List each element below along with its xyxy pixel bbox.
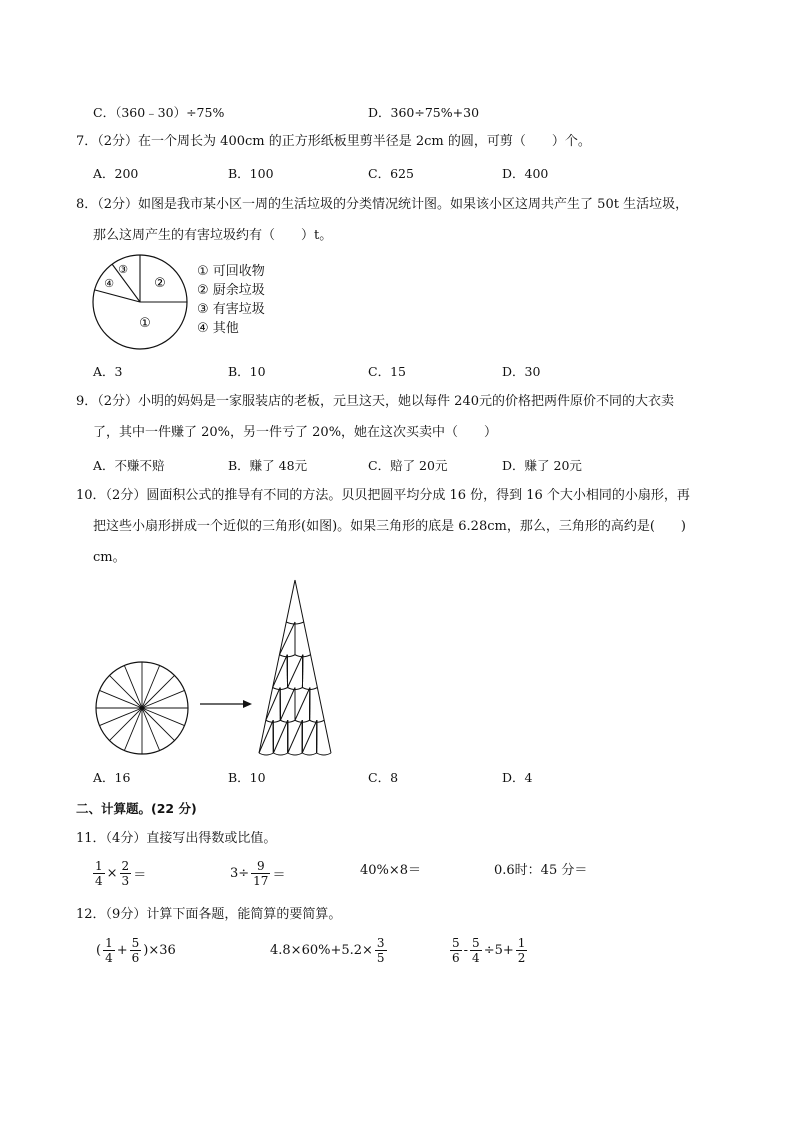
q9-option-a: A．不赚不赔 [93,458,165,473]
q10-text-line2: 把这些小扇形拼成一个近似的三角形(如图)。如果三角形的底是 6.28cm，那么，三角形的高约是( ) [93,519,686,534]
fraction: $\frac{3}{5}$ [376,936,385,965]
q11-expression-3: 40%×8＝ [360,863,422,878]
q10-text-line3: cm。 [93,550,126,565]
q11-expression-2: 3÷ $\frac{9}{17}$ ＝ [230,859,286,888]
fraction: $\frac{9}{17}$ [253,859,269,888]
q11-text: 11．（4分）直接写出得数或比值。 [76,831,277,846]
fraction: $\frac{1}{4}$ [105,936,113,965]
sector-line [295,688,310,721]
fraction: $\frac{2}{3}$ [121,859,130,888]
sector-line [266,688,280,721]
sector-line [279,622,295,655]
fraction: $\frac{1}{2}$ [517,936,526,965]
sector-line [288,655,303,688]
triangle-right-edge [295,580,331,753]
triangle-sector-lines [259,580,331,755]
sector-arc [317,753,331,755]
q9-text-line2: 了，其中一件赚了 20%，另一件亏了 20%，她在这次买卖中（ ） [93,425,498,440]
q8-option-b: B．10 [228,364,266,379]
sector-line [288,720,303,753]
fraction: $\frac{5}{4}$ [472,936,480,965]
q7-text: 7．（2分）在一个周长为 400cm 的正方形纸板里剪半径是 2cm 的圆，可剪（ ）个。 [76,134,591,149]
q7-option-a: A．200 [93,166,139,181]
q6-option-c: C．（360﹣30）÷75% [93,105,225,120]
pie-slice-label-3: ③ [118,263,128,276]
q8-text-line1: 8．（2分）如图是我市某小区一周的生活垃圾的分类情况统计图。如果该小区这周共产生了 50t 生活垃圾， [76,197,689,212]
sector-line [280,688,295,721]
q10-rearranged-triangle [257,578,333,756]
q12-expression-1: ( $\frac{1}{4}$ + $\frac{5}{6}$ )×36 [96,936,176,965]
legend-item-kitchen: ② 厨余垃圾 [197,283,265,298]
q12-expression-3: $\frac{5}{6}$ - $\frac{5}{4}$ ÷5+ $\frac{1}{2}$ [452,936,526,965]
sector-arc [273,753,287,755]
q8-option-d: D．30 [502,364,541,379]
sector-arc [302,753,316,755]
q10-arrow-icon [198,698,254,710]
q10-sectored-circle [94,660,190,756]
q10-option-a: A．16 [93,770,131,785]
sector-arc [288,753,302,755]
triangle-left-edge [259,580,295,753]
q8-text-line2: 那么这周产生的有害垃圾约有（ ）t。 [93,228,333,243]
sector-line [302,720,317,753]
fraction: $\frac{5}{6}$ [131,936,140,965]
fraction: $\frac{5}{6}$ [452,936,460,965]
q11-expression-1: $\frac{1}{4}$ × $\frac{2}{3}$ ＝ [95,859,147,888]
sector-line [259,720,273,753]
q8-option-a: A．3 [93,364,123,379]
q7-option-b: B．100 [228,166,274,181]
legend-item-hazardous: ③ 有害垃圾 [197,302,265,317]
q12-expression-2: 4.8×60%+5.2× $\frac{3}{5}$ [270,936,385,965]
q7-option-d: D．400 [502,166,549,181]
circle-sector-lines [96,662,188,754]
q8-legend [197,262,265,338]
q10-option-b: B．10 [228,770,266,785]
fraction: $\frac{1}{4}$ [95,859,103,888]
q10-option-d: D．4 [502,770,533,785]
q10-text-line1: 10．（2分）圆面积公式的推导有不同的方法。贝贝把圆平均分成 16 份，得到 16 个大小相同的小扇形，再 [76,488,690,503]
q11-expression-4: 0.6时：45 分＝ [494,863,588,878]
sector-arc [259,753,273,755]
q8-option-c: C．15 [368,364,406,379]
q9-option-c: C．赔了 20元 [368,458,448,473]
pie-slice-label-2: ② [154,276,166,291]
legend-item-other: ④ 其他 [197,321,239,336]
q9-option-d: D．赚了 20元 [502,458,582,473]
q6-option-d: D．360÷75%+30 [368,105,480,120]
sector-line [273,720,287,753]
q9-text-line1: 9．（2分）小明的妈妈是一家服装店的老板，元旦这天，她以每件 240元的价格把两件原价不同的大衣卖 [76,394,674,409]
pie-slice-label-4: ④ [104,277,114,290]
q7-option-c: C．625 [368,166,414,181]
q12-text: 12．（9分）计算下面各题，能简算的要简算。 [76,907,342,922]
pie-slice-label-1: ① [139,316,151,331]
q8-pie-chart [90,252,200,357]
legend-item-recyclable: ① 可回收物 [197,264,265,279]
q10-option-c: C．8 [368,770,399,785]
section-2-title: 二、计算题。(22 分) [76,801,197,816]
q9-option-b: B．赚了 48元 [228,458,308,473]
sector-line [273,655,288,688]
